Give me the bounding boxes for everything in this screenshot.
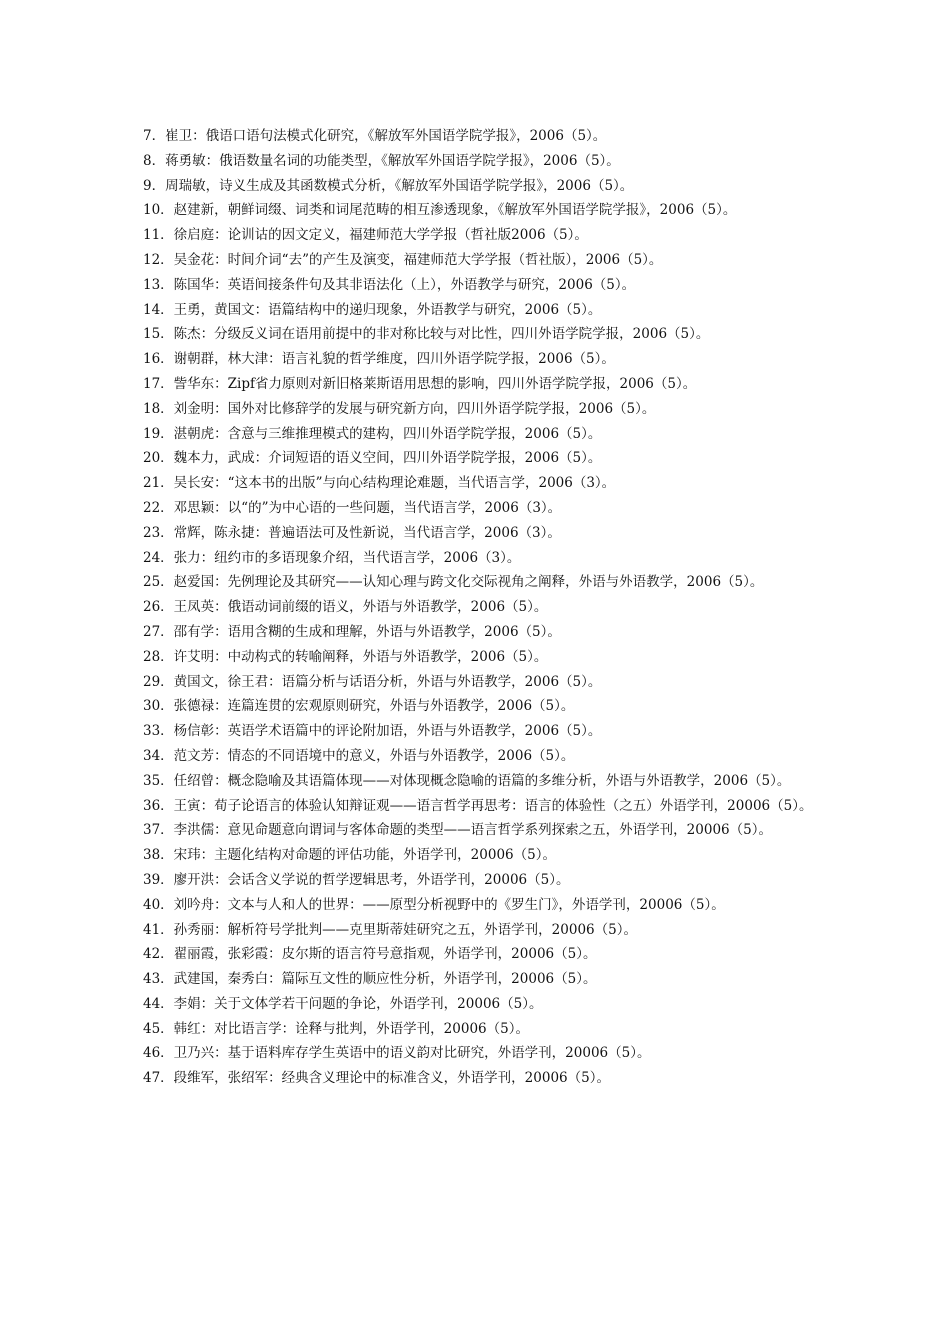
reference-entry: 11．徐启庭：论训诂的因文定义，福建师范大学学报（哲社版2006（5）。: [143, 227, 588, 244]
reference-entry: 34．范文芳：情态的不同语境中的意义，外语与外语教学，2006（5）。: [143, 747, 575, 764]
reference-entry: 45．韩红：对比语言学：诠释与批判，外语学刊，20006（5）。: [143, 1020, 529, 1037]
reference-entry: 9．周瑞敏，诗义生成及其函数模式分析，《解放军外国语学院学报》，2006（5）。: [143, 177, 634, 194]
reference-entry: 26．王凤英：俄语动词前缀的语义，外语与外语教学，2006（5）。: [143, 599, 548, 616]
reference-entry: 24．张力：纽约市的多语现象介绍，当代语言学，2006（3）。: [143, 549, 521, 566]
reference-entry: 7．崔卫：俄语口语句法模式化研究，《解放军外国语学院学报》，2006（5）。: [143, 128, 607, 144]
reference-entry: 40．刘吟舟：文本与人和人的世界：——原型分析视野中的《罗生门》，外语学刊，20006（5）。: [143, 896, 725, 913]
reference-entry: 14．王勇，黄国文：语篇结构中的递归现象，外语教学与研究，2006（5）。: [143, 301, 602, 318]
reference-entry: 27．邵有学：语用含糊的生成和理解，外语与外语教学，2006（5）。: [143, 623, 561, 640]
reference-entry: 12．吴金花：时间介词“去”的产生及演变，福建师范大学学报（哲社版），2006（5）。: [143, 251, 663, 268]
reference-entry: 43．武建国，秦秀白：篇际互文性的顺应性分析，外语学刊，20006（5）。: [143, 971, 597, 988]
reference-entry: 46．卫乃兴：基于语料库存学生英语中的语义韵对比研究，外语学刊，20006（5）。: [143, 1045, 651, 1062]
reference-entry: 30．张德禄：连篇连贯的宏观原则研究，外语与外语教学，2006（5）。: [143, 698, 575, 715]
reference-entry: 39．廖开洪：会话含义学说的哲学逻辑思考，外语学刊，20006（5）。: [143, 871, 570, 888]
reference-entry: 35．任绍曾：概念隐喻及其语篇体现——对体现概念隐喻的语篇的多维分析，外语与外语教学，2006（5）。: [143, 772, 791, 789]
reference-entry: 23．常辉，陈永捷：普遍语法可及性新说，当代语言学，2006（3）。: [143, 524, 561, 541]
reference-entry: 37．李洪儒：意见命题意向谓词与客体命题的类型——语言哲学系列探索之五，外语学刊，20006（5）。: [143, 822, 772, 839]
reference-entry: 16．谢朝群，林大津：语言礼貌的哲学维度，四川外语学院学报，2006（5）。: [143, 351, 615, 368]
reference-entry: 38．宋玮：主题化结构对命题的评估功能，外语学刊，20006（5）。: [143, 847, 556, 864]
reference-entry: 36．王寅：荀子论语言的体验认知辩证观——语言哲学再思考：语言的体验性（之五）外语学刊，20006（5）。: [143, 797, 813, 814]
reference-entry: 22．邓思颖：以“的”为中心语的一些问题，当代语言学，2006（3）。: [143, 499, 562, 516]
reference-entry: 8．蒋勇敏：俄语数量名词的功能类型，《解放军外国语学院学报》，2006（5）。: [143, 152, 620, 169]
reference-entry: 25．赵爱国：先例理论及其研究——认知心理与跨文化交际视角之阐释，外语与外语教学，2006（5）。: [143, 574, 764, 591]
reference-entry: 10．赵建新，朝鲜词缀、词类和词尾范畴的相互渗透现象，《解放军外国语学院学报》，2006（5）。: [143, 202, 737, 219]
reference-entry: 29．黄国文，徐王君：语篇分析与话语分析，外语与外语教学，2006（5）。: [143, 673, 602, 690]
reference-entry: 15．陈杰：分级反义词在语用前提中的非对称比较与对比性，四川外语学院学报，2006（5）。: [143, 326, 710, 343]
reference-entry: 18．刘金明：国外对比修辞学的发展与研究新方向，四川外语学院学报，2006（5）。: [143, 400, 656, 417]
reference-entry: 13．陈国华：英语间接条件句及其非语法化（上），外语教学与研究，2006（5）。: [143, 276, 636, 293]
reference-list: [143, 124, 815, 1091]
reference-entry: 42．翟丽霞，张彩霞：皮尔斯的语言符号意指观，外语学刊，20006（5）。: [143, 946, 597, 963]
reference-entry: 33．杨信彰：英语学术语篇中的评论附加语，外语与外语教学，2006（5）。: [143, 723, 602, 740]
reference-entry: 41．孙秀丽：解析符号学批判——克里斯蒂娃研究之五，外语学刊，20006（5）。: [143, 921, 637, 938]
reference-entry: 17．訾华东：Zipf省力原则对新旧格莱斯语用思想的影响，四川外语学院学报，2006（5）。: [143, 375, 697, 392]
reference-entry: 21．吴长安：“这本书的出版”与向心结构理论难题，当代语言学，2006（3）。: [143, 475, 616, 492]
reference-entry: 47．段维军，张绍军：经典含义理论中的标准含义，外语学刊，20006（5）。: [143, 1070, 610, 1087]
reference-entry: 44．李娟：关于文体学若干问题的争论，外语学刊，20006（5）。: [143, 995, 543, 1012]
reference-entry: 20．魏本力，武成：介词短语的语义空间，四川外语学院学报，2006（5）。: [143, 450, 602, 467]
reference-entry: 19．湛朝虎：含意与三维推理模式的建构，四川外语学院学报，2006（5）。: [143, 425, 602, 442]
reference-entry: 28．许艾明：中动构式的转喻阐释，外语与外语教学，2006（5）。: [143, 648, 548, 665]
